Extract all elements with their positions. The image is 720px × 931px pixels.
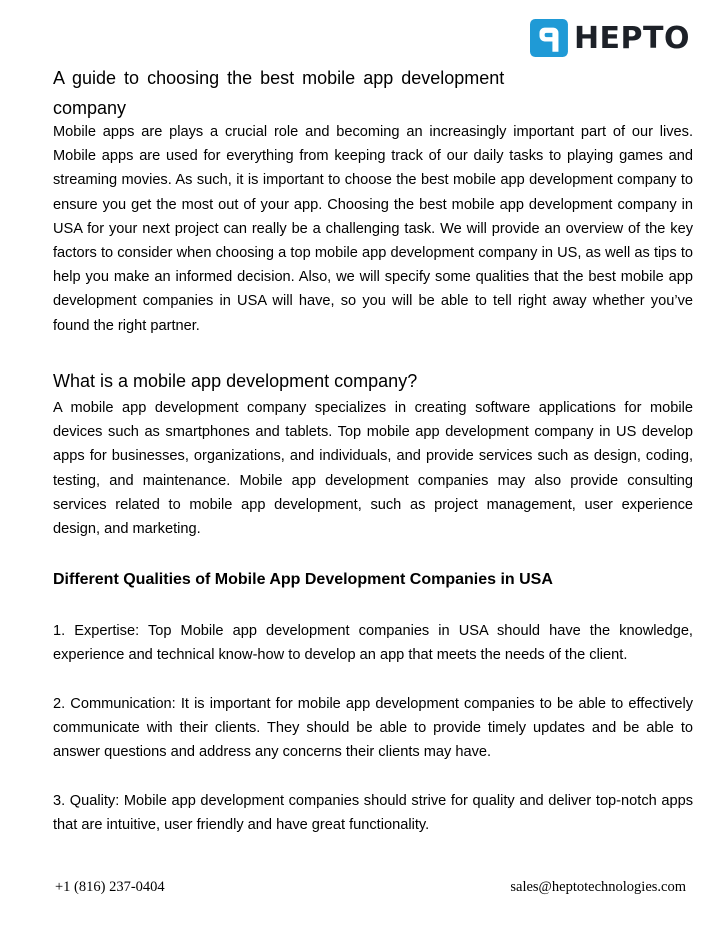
hepto-logo-icon bbox=[530, 16, 568, 60]
page-title: A guide to choosing the best mobile app development company bbox=[53, 68, 505, 118]
list-item: 2. Communication: It is important for mobile app development companies to be able to effectively communicate with their clients. They should be able to provide timely updates and be able to answer questions and address any concerns their clients may have. bbox=[53, 696, 693, 761]
list-item: 3. Quality: Mobile app development companies should strive for quality and deliver top-notch apps that are intuitive, user friendly and have great functionality. bbox=[53, 793, 693, 834]
brand-logo bbox=[530, 12, 690, 64]
list-item: 1. Expertise: Top Mobile app development companies in USA should have the knowledge, experience and technical know-how to develop an app that meets the needs of the client. bbox=[53, 623, 693, 664]
section-heading-qualities: Different Qualities of Mobile App Development Companies in USA bbox=[53, 571, 553, 588]
footer-phone: +1 (816) 237-0404 bbox=[55, 879, 165, 895]
section-heading-what-is: What is a mobile app development company? bbox=[53, 371, 418, 391]
footer-email: sales@heptotechnologies.com bbox=[510, 879, 686, 895]
section-paragraph-what-is: A mobile app development company specializes in creating software applications for mobile devices such as smartphones and tablets. Top mobile app development company in US develop apps for businesses, organizations, and individuals, and provide services such as design, coding, testing, and maintenance. Mobile app development companies may also provide consulting services related to mobile app development, such as project management, user experience design, and marketing. bbox=[53, 400, 693, 538]
brand-name: HEPTO bbox=[573, 20, 690, 56]
intro-paragraph: Mobile apps are plays a crucial role and becoming an increasingly important part of our lives. Mobile apps are used for everything from keeping track of our daily tasks to playing games and streaming movies. As such, it is important to choose the best mobile app development company to ensure you get the most out of your app. Choosing the best mobile app development company in USA for your next project can really be a challenging task. We will provide an overview of the key factors to consider when choosing a top mobile app development company in US, as well as tips to help you make an informed decision. Also, we will specify some qualities that the best mobile app development companies in USA will have, so you will be able to tell right away whether you’ve found the right partner. bbox=[53, 124, 693, 334]
